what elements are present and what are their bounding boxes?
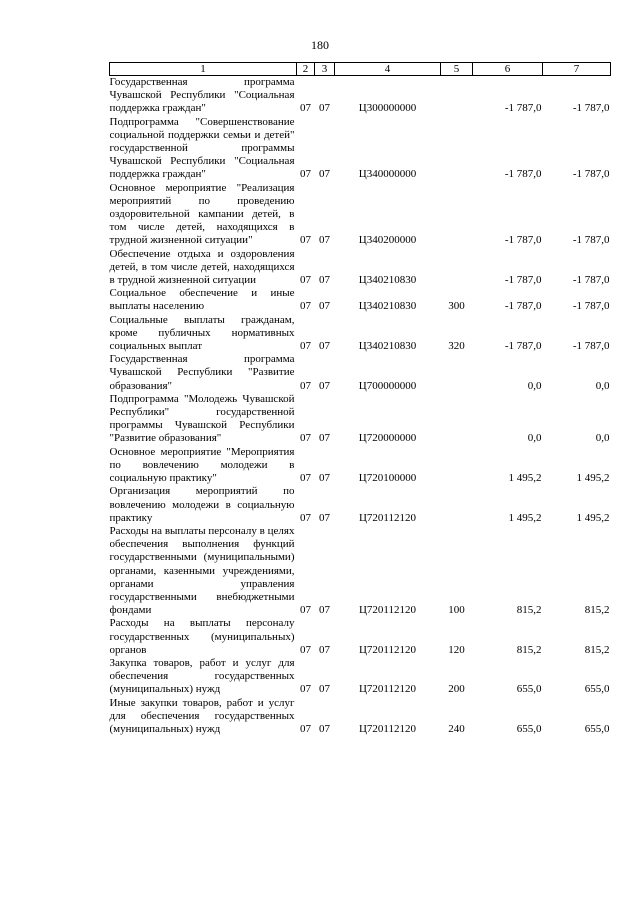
expense-type-code: [441, 485, 473, 525]
amount-col6: 1 495,2: [508, 472, 542, 485]
column-header-6: 6: [473, 63, 543, 76]
amount-col6: 0,0: [527, 379, 542, 392]
column-header-4: 4: [335, 63, 441, 76]
amount-col6: -1 787,0: [504, 300, 542, 313]
column-header-5: 5: [441, 63, 473, 76]
section-code: 07: [300, 472, 311, 485]
section-code: 07: [300, 274, 311, 287]
table-row: [110, 657, 611, 697]
column-header-2: 2: [297, 63, 315, 76]
table-row: [110, 446, 611, 486]
section-code: 07: [300, 604, 311, 617]
expense-type-code: [441, 182, 473, 248]
subsection-code: 07: [319, 472, 330, 485]
amount-col6: -1 787,0: [504, 234, 542, 247]
row-name: Основное мероприятие "Реализация мероприятий по проведению оздоровительной кампании детей, в том числе детей, находящихся в трудной жизненной ситуации": [109, 181, 295, 247]
row-name: Основное мероприятие "Мероприятия по вовлечению молодежи в социальную практику": [109, 445, 295, 485]
table-row: [110, 393, 611, 446]
target-article-code: Ц720112120: [358, 683, 417, 696]
budget-table: [109, 62, 611, 736]
section-code: 07: [300, 432, 311, 445]
amount-col7: -1 787,0: [572, 234, 610, 247]
subsection-code: 07: [319, 300, 330, 313]
target-article-code: Ц700000000: [358, 379, 417, 392]
section-code: 07: [300, 683, 311, 696]
table-row: [110, 617, 611, 657]
column-header-3: 3: [315, 63, 335, 76]
row-name: Иные закупки товаров, работ и услуг для обеспечения государственных (муниципальных) нужд: [109, 696, 295, 735]
table-row: [110, 485, 611, 525]
row-name: Государственная программа Чувашской Республики "Развитие образования": [109, 353, 295, 392]
page-number: 180: [311, 38, 329, 52]
amount-col6: 0,0: [527, 432, 542, 445]
amount-col7: 0,0: [595, 379, 610, 392]
amount-col7: -1 787,0: [572, 340, 610, 353]
expense-type-code: [441, 76, 473, 116]
amount-col6: -1 787,0: [504, 340, 542, 353]
section-code: 07: [300, 168, 311, 181]
table-row: [110, 697, 611, 737]
amount-col6: 1 495,2: [508, 511, 542, 524]
subsection-code: 07: [319, 379, 330, 392]
expense-type-code: 300: [448, 300, 465, 313]
amount-col6: 815,2: [516, 604, 542, 617]
subsection-code: 07: [319, 432, 330, 445]
target-article-code: Ц300000000: [358, 102, 417, 115]
row-name: Расходы на выплаты персоналу государственных (муниципальных) органов: [109, 617, 295, 656]
table-row: [110, 314, 611, 354]
section-code: 07: [300, 340, 311, 353]
column-header-7: 7: [543, 63, 611, 76]
table-row: [110, 116, 611, 182]
expense-type-code: [441, 248, 473, 288]
column-header-1: 1: [110, 63, 297, 76]
amount-col7: 815,2: [584, 604, 610, 617]
amount-col7: 1 495,2: [576, 511, 610, 524]
amount-col7: 815,2: [584, 643, 610, 656]
table-body: [110, 76, 611, 737]
section-code: 07: [300, 102, 311, 115]
table-row: [110, 287, 611, 313]
amount-col7: 655,0: [584, 683, 610, 696]
subsection-code: 07: [319, 683, 330, 696]
amount-col6: -1 787,0: [504, 102, 542, 115]
amount-col7: 655,0: [584, 722, 610, 735]
amount-col7: 0,0: [595, 432, 610, 445]
target-article-code: Ц340210830: [358, 340, 417, 353]
row-name: Организация мероприятий по вовлечению молодежи в социальную практику: [109, 485, 295, 524]
expense-type-code: 200: [448, 683, 465, 696]
subsection-code: 07: [319, 722, 330, 735]
section-code: 07: [300, 379, 311, 392]
table-row: [110, 182, 611, 248]
expense-type-code: [441, 393, 473, 446]
subsection-code: 07: [319, 643, 330, 656]
target-article-code: Ц720112120: [358, 643, 417, 656]
subsection-code: 07: [319, 511, 330, 524]
table-header: [110, 63, 611, 76]
expense-type-code: [441, 116, 473, 182]
row-name: Расходы на выплаты персоналу в целях обеспечения выполнения функций государственными (муниципальными) органами, казенными учреждениями, органами управления государственными внебюджетными фондами: [109, 524, 295, 617]
row-name: Подпрограмма "Молодежь Чувашской Республики" государственной программы Чувашской Республики "Развитие образования": [109, 392, 295, 445]
row-name: Социальное обеспечение и иные выплаты населению: [109, 287, 295, 313]
table-row: [110, 248, 611, 288]
target-article-code: Ц720112120: [358, 722, 417, 735]
expense-type-code: 100: [448, 604, 465, 617]
expense-type-code: 240: [448, 722, 465, 735]
target-article-code: Ц720000000: [358, 432, 417, 445]
table-row: [110, 525, 611, 617]
amount-col7: -1 787,0: [572, 102, 610, 115]
section-code: 07: [300, 300, 311, 313]
table-row: [110, 76, 611, 116]
table-row: [110, 353, 611, 393]
section-code: 07: [300, 722, 311, 735]
subsection-code: 07: [319, 604, 330, 617]
subsection-code: 07: [319, 102, 330, 115]
subsection-code: 07: [319, 234, 330, 247]
row-name: Государственная программа Чувашской Республики "Социальная поддержка граждан": [109, 76, 295, 115]
row-name: Подпрограмма "Совершенствование социальной поддержки семьи и детей" государственной программы Чувашской Республики "Социальная поддержка граждан": [109, 115, 295, 181]
target-article-code: Ц720112120: [358, 511, 417, 524]
section-code: 07: [300, 643, 311, 656]
subsection-code: 07: [319, 274, 330, 287]
section-code: 07: [300, 234, 311, 247]
target-article-code: Ц340210830: [358, 300, 417, 313]
row-name: Социальные выплаты гражданам, кроме публичных нормативных социальных выплат: [109, 313, 295, 353]
row-name: Обеспечение отдыха и оздоровления детей, в том числе детей, находящихся в трудной жизненной ситуации: [109, 247, 295, 287]
amount-col6: 655,0: [516, 722, 542, 735]
expense-type-code: [441, 353, 473, 393]
section-code: 07: [300, 511, 311, 524]
amount-col6: 815,2: [516, 643, 542, 656]
expense-type-code: 320: [448, 340, 465, 353]
target-article-code: Ц720100000: [358, 472, 417, 485]
row-name: Закупка товаров, работ и услуг для обеспечения государственных (муниципальных) нужд: [109, 656, 295, 696]
target-article-code: Ц340000000: [358, 168, 417, 181]
amount-col6: -1 787,0: [504, 168, 542, 181]
amount-col7: 1 495,2: [576, 472, 610, 485]
amount-col7: -1 787,0: [572, 168, 610, 181]
target-article-code: Ц720112120: [358, 604, 417, 617]
subsection-code: 07: [319, 340, 330, 353]
expense-type-code: [441, 446, 473, 486]
subsection-code: 07: [319, 168, 330, 181]
expense-type-code: 120: [448, 643, 465, 656]
amount-col7: -1 787,0: [572, 300, 610, 313]
amount-col6: 655,0: [516, 683, 542, 696]
amount-col6: -1 787,0: [504, 274, 542, 287]
target-article-code: Ц340210830: [358, 274, 417, 287]
target-article-code: Ц340200000: [358, 234, 417, 247]
header-row: [110, 63, 611, 76]
amount-col7: -1 787,0: [572, 274, 610, 287]
